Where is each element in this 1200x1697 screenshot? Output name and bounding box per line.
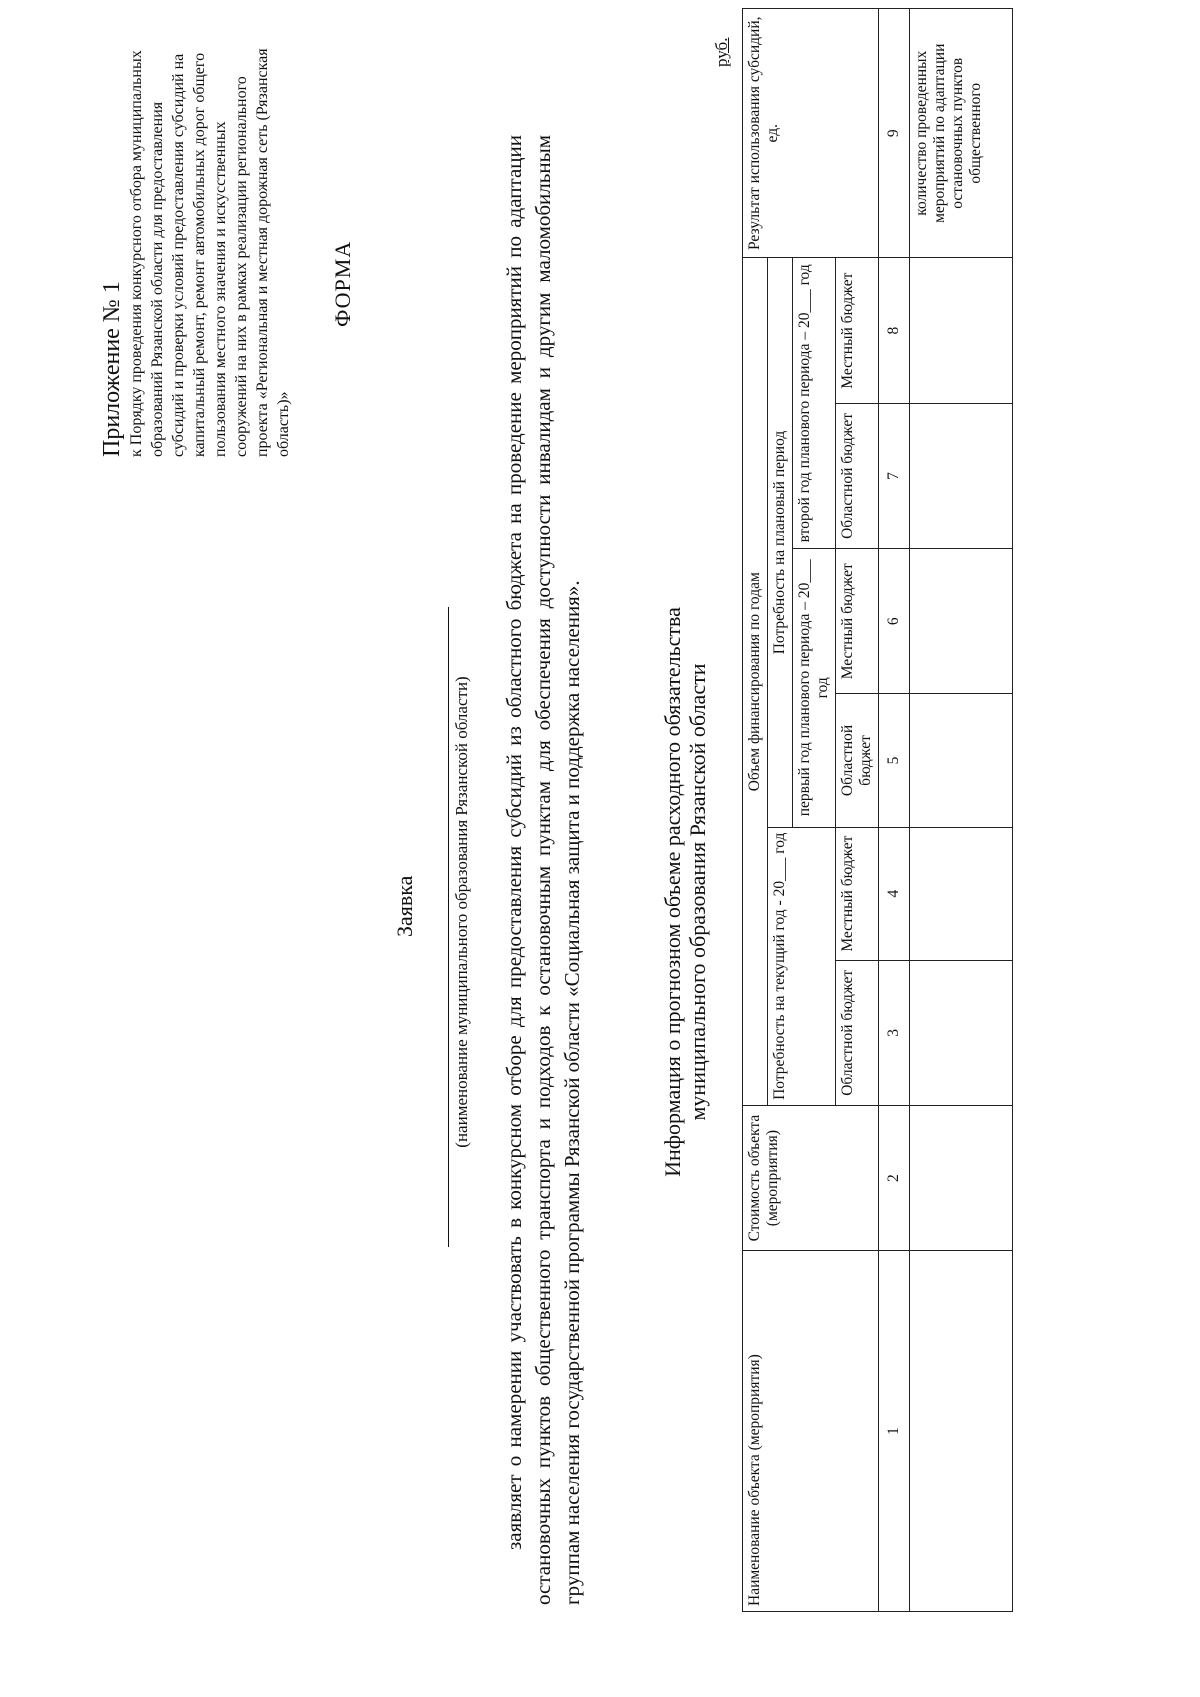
currency-label: руб. [712, 37, 731, 67]
header-planned-period: Потребность на плановый период [768, 258, 793, 827]
appendix-header [98, 37, 294, 457]
column-number: 9 [879, 9, 910, 258]
document-title: Заявка [392, 875, 417, 937]
header-local-budget: Местный бюджет [836, 549, 879, 694]
result-value-cell: количество проведенных мероприятий по адаптации остановочных пунктов общественного [910, 9, 1013, 258]
header-volume: Объем финансирования по годам [743, 258, 768, 1105]
header-first-year: первый год планового периода – 20___ год [793, 549, 836, 827]
application-text: заявляет о намерении участвовать в конкурсном отборе для предоставления субсидий из областного бюджета на проведение мероприятий по адаптации остановочных пунктов общественного транспорта и подходов к остановочным пунктам для обеспечения доступности инвалидам и другим маломобильным группам населения государственной программы Рязанской области «Социальная защита и поддержка населения». [502, 135, 584, 1605]
table-cell [910, 1105, 1013, 1250]
table-cell [910, 403, 1013, 548]
info-title-line2: муниципального образования Рязанской области [685, 663, 710, 1121]
info-title-line1: Информация о прогнозном объеме расходного обязательства [660, 607, 685, 1177]
column-number: 5 [879, 694, 910, 827]
column-number: 6 [879, 549, 910, 694]
header-current-year: Потребность на текущий год - 20___ год [768, 827, 836, 1105]
header-local-budget: Местный бюджет [836, 258, 879, 403]
header-regional-budget: Областной бюджет [836, 960, 879, 1105]
info-title [660, 477, 710, 1307]
appendix-text: к Порядку проведения конкурсного отбора муниципальных образований Рязанской области для предоставления субсидий и проверки условий предоставления субсидий на капитальный ремонт, ремонт автомобильных дорог общего пользования местного значения и искусственных сооружений на них в рамках реализации регионального проекта «Региональная и местная дорожная сеть (Рязанская область)» [128, 48, 292, 457]
header-object-name: Наименование объекта (мероприятия) [743, 1251, 879, 1612]
header-regional-budget: Областной бюджет [836, 694, 879, 827]
column-number: 3 [879, 960, 910, 1105]
column-number: 2 [879, 1105, 910, 1250]
municipality-name-caption: (наименование муниципального образования Рязанской области) [452, 676, 471, 1148]
municipality-name-line [448, 607, 449, 1247]
header-cost: Стоимость объекта (мероприятия) [743, 1105, 879, 1250]
header-second-year: второй год планового периода – 20___ год [793, 258, 836, 549]
table-row [910, 9, 1013, 1612]
header-regional-budget: Областной бюджет [836, 403, 879, 548]
table-header-row-1 [743, 9, 768, 1612]
column-number: 4 [879, 827, 910, 960]
appendix-title: Приложение № 1 [99, 281, 125, 457]
table-cell [910, 1251, 1013, 1612]
column-number-row [879, 9, 910, 1612]
table-cell [910, 960, 1013, 1105]
table-cell [910, 694, 1013, 827]
table-cell [910, 827, 1013, 960]
financing-table [742, 8, 1013, 1612]
header-local-budget: Местный бюджет [836, 827, 879, 960]
table-cell [910, 549, 1013, 694]
financing-table-wrapper [742, 8, 1013, 1612]
header-result: Результат использования субсидий, ед. [743, 9, 879, 258]
column-number: 1 [879, 1251, 910, 1612]
table-cell [910, 258, 1013, 403]
form-label: ФОРМА [330, 240, 355, 327]
column-number: 8 [879, 258, 910, 403]
column-number: 7 [879, 403, 910, 548]
